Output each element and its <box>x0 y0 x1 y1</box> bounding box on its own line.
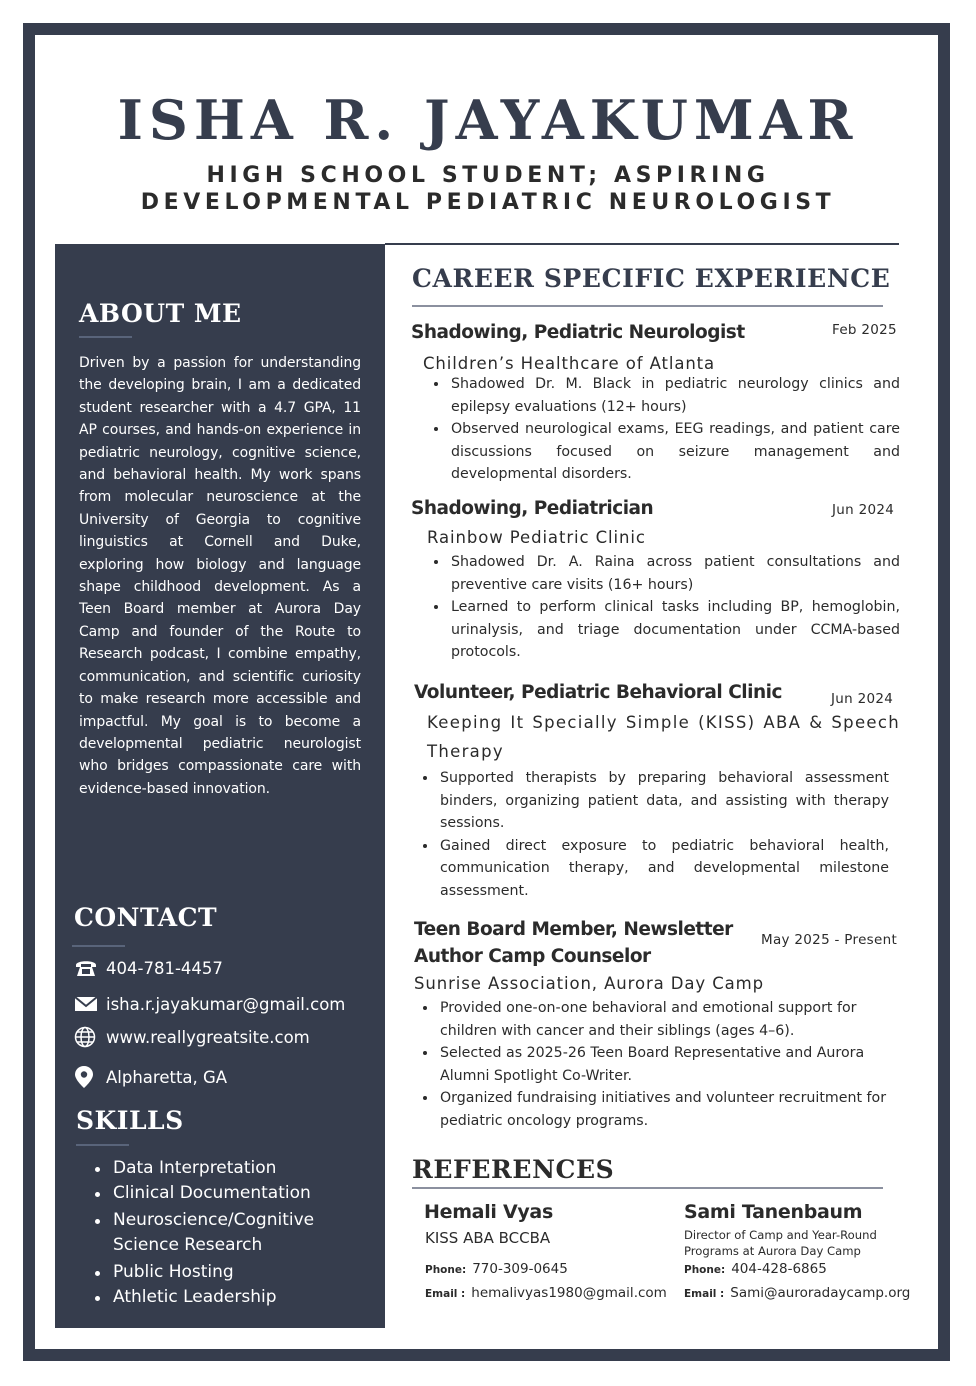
candidate-name: ISHA R. JAYAKUMAR <box>117 88 859 152</box>
job-organization: Rainbow Pediatric Clinic <box>427 528 646 547</box>
job-title: Volunteer, Pediatric Behavioral Clinic <box>414 682 782 703</box>
reference-name: Sami Tanenbaum <box>684 1201 863 1223</box>
sidebar <box>55 244 385 1328</box>
job-title: Shadowing, Pediatrician <box>411 498 654 519</box>
phone-label: Phone: <box>684 1264 726 1276</box>
contact-website-value: www.reallygreatsite.com <box>106 1027 310 1047</box>
reference-email <box>684 1284 910 1303</box>
job-bullet: Learned to perform clinical tasks including BP, hemoglobin, urinalysis, and triage documentation under CCMA-based protocols. <box>427 596 900 664</box>
skill-item: Public Hosting <box>91 1260 381 1285</box>
job-title: Shadowing, Pediatric Neurologist <box>411 322 745 343</box>
experience-heading: CAREER SPECIFIC EXPERIENCE <box>412 264 891 293</box>
skill-item: Clinical Documentation <box>91 1181 381 1206</box>
references-heading-underline <box>412 1187 883 1189</box>
reference-phone-value[interactable]: 404-428-6865 <box>731 1261 827 1277</box>
email-label: Email : <box>684 1288 725 1300</box>
reference-phone-value[interactable]: 770-309-0645 <box>472 1261 568 1277</box>
candidate-headline <box>0 162 976 216</box>
phone-icon <box>74 957 100 979</box>
skills-heading: SKILLS <box>76 1106 184 1135</box>
job-organization: Keeping It Specially Simple (KISS) ABA & Speech Therapy <box>427 713 900 761</box>
job-bullet: Supported therapists by preparing behavioral assessment binders, organizing patient data, and assisting with therapy sessions. <box>416 767 889 835</box>
headline-line-2: DEVELOPMENTAL PEDIATRIC NEUROLOGIST <box>140 190 836 215</box>
phone-label: Phone: <box>425 1264 467 1276</box>
contact-phone[interactable] <box>74 957 223 979</box>
job-bullets <box>427 373 900 486</box>
reference-name: Hemali Vyas <box>424 1201 553 1223</box>
headline-line-1: HIGH SCHOOL STUDENT; ASPIRING <box>206 163 770 188</box>
experience-heading-underline <box>412 305 883 307</box>
reference-phone <box>684 1260 827 1279</box>
reference-role: KISS ABA BCCBA <box>425 1229 551 1247</box>
email-icon <box>74 993 100 1015</box>
contact-location[interactable] <box>74 1066 227 1088</box>
job-title: Teen Board Member, Newsletter Author Camp Counselor <box>414 919 733 967</box>
job-bullets <box>416 997 896 1132</box>
reference-email-value[interactable]: Sami@auroradaycamp.org <box>730 1285 911 1301</box>
contact-email-value: isha.r.jayakumar@gmail.com <box>106 994 346 1014</box>
skill-item: Neuroscience/Cognitive Science Research <box>91 1208 381 1258</box>
about-heading-underline <box>79 336 132 338</box>
reference-email <box>425 1284 667 1303</box>
job-date: Feb 2025 <box>832 322 897 338</box>
job-bullet: Observed neurological exams, EEG readings, and patient care discussions focused on seizure management and developmental disorders. <box>427 418 900 486</box>
skills-list <box>91 1156 381 1310</box>
skills-heading-underline <box>76 1144 129 1146</box>
about-text: Driven by a passion for understanding the developing brain, I am a dedicated student researcher with a 4.7 GPA, 11 AP courses, and hands-on experience in pediatric neurology, cognitive science, and behavioral health. My work spans from molecular neuroscience at the University of Georgia to cognitive linguistics at Cornell and Duke, exploring how biology and language shape childhood development. As a Teen Board member at Aurora Day Camp and founder of the Route to Research podcast, I combine empathy, communication, and scientific curiosity to make research more accessible and impactful. My goal is to become a developmental pediatric neurologist who bridges compassionate care with evidence-based innovation. <box>79 355 361 797</box>
job-organization: Sunrise Association, Aurora Day Camp <box>414 974 764 993</box>
reference-role: Director of Camp and Year-Round Programs at Aurora Day Camp <box>684 1228 877 1258</box>
globe-icon <box>74 1026 100 1048</box>
job-organization: Children’s Healthcare of Atlanta <box>423 354 716 373</box>
about-heading: ABOUT ME <box>79 299 242 328</box>
job-bullet: Shadowed Dr. M. Black in pediatric neurology clinics and epilepsy evaluations (12+ hours) <box>427 373 900 418</box>
reference-email-value[interactable]: hemalivyas1980@gmail.com <box>471 1285 667 1301</box>
job-bullet: Gained direct exposure to pediatric behavioral health, communication therapy, and developmental milestone assessment. <box>416 835 889 903</box>
location-pin-icon <box>74 1066 100 1088</box>
job-bullet: Shadowed Dr. A. Raina across patient consultations and preventive care visits (16+ hours) <box>427 551 900 596</box>
job-bullets <box>427 551 900 664</box>
job-date: May 2025 - Present <box>761 932 898 948</box>
job-bullet: Organized fundraising initiatives and volunteer recruitment for pediatric oncology programs. <box>416 1087 896 1132</box>
job-date: Jun 2024 <box>832 502 895 518</box>
contact-website[interactable] <box>74 1026 310 1048</box>
email-label: Email : <box>425 1288 466 1300</box>
job-bullet: Selected as 2025-26 Teen Board Representative and Aurora Alumni Spotlight Co-Writer. <box>416 1042 896 1087</box>
job-date: Jun 2024 <box>831 691 894 707</box>
contact-heading: CONTACT <box>74 903 218 932</box>
job-bullets <box>416 767 889 902</box>
job-bullet: Provided one-on-one behavioral and emotional support for children with cancer and their siblings (ages 4–6). <box>416 997 896 1042</box>
skill-item: Athletic Leadership <box>91 1285 381 1310</box>
contact-email[interactable] <box>74 993 345 1015</box>
references-heading: REFERENCES <box>412 1155 615 1184</box>
contact-location-value: Alpharetta, GA <box>106 1067 228 1087</box>
contact-phone-value: 404-781-4457 <box>106 958 223 978</box>
reference-phone <box>425 1260 568 1279</box>
skill-item: Data Interpretation <box>91 1156 381 1181</box>
contact-heading-underline <box>72 945 125 947</box>
header-divider <box>385 243 899 245</box>
